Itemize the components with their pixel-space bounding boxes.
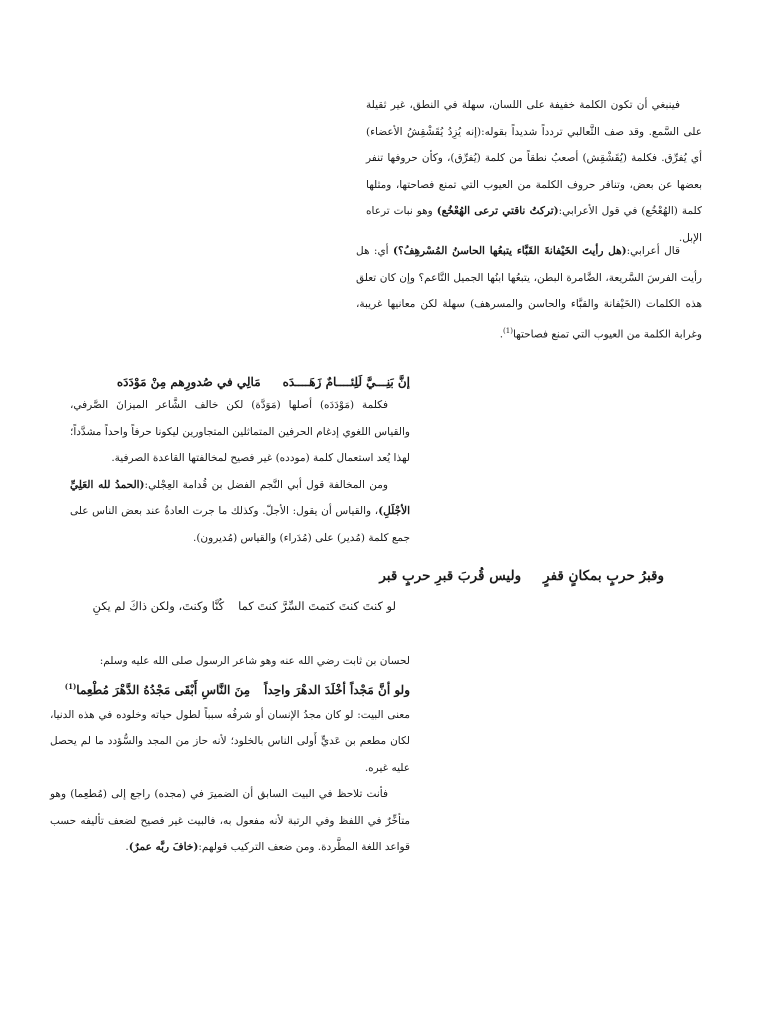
paragraph-text: ، والقياس أن يقول: الأجلّ. وكذلك ما جرت العادةُ عند بعض الناس على جمع كلمة (مُدير) على (مُدَراء) والقياس (مُديرون). bbox=[70, 505, 410, 544]
verse-second-hemistich: مِنَ النَّاسِ أَبْقَى مَجْدُهُ الدَّهْرَ مُطْعِما bbox=[76, 682, 251, 697]
faint-text-fragment bbox=[200, 631, 280, 635]
verse-line bbox=[379, 566, 664, 586]
bold-quote: (هل رأيتَ الخَيْفانةَ القَبَّاء يتبعُها الحاسنُ المُسْرهِفُ؟) bbox=[393, 245, 627, 257]
paragraph-word-order: لحسان بن ثابت رضي الله عنه وهو شاعر الرسول صلى الله عليه وسلم: ولو أنَّ مَجْداً أخْلَدَ الدهْرَ واحِداًمِنَ النَّاسِ أَبْقَى مَجْدُهُ الدَّهْرَ مُطْعِما$^{(1)}$ معنى البيت: لو كان مجدُ الإنسان أو شرفُه سبباً لطول حياته وخلوده في هذه الدنيا، لكان مطعم بن عَديٍّ أَولى الناس بالخلود؛ لأنه حاز من المجد والسُّؤدد ما لم يحصل عليه غيره. فأنت تلاحظ في البيت السابق أن الضميرَ في (مجده) راجع إلى (مُطعِما) وهو متأخِّرٌ في اللفظ وفي الرتبة لأنه مفعول به، فالبيت غير فصيح لضعف تأليفه حسب قواعد اللغة المطَّردة. ومن ضعف التركيب قولهم:(خافَ ربَّه عمرٌ). bbox=[50, 648, 410, 861]
footnote-marker: (1) bbox=[64, 681, 77, 691]
footnote-marker: (1) bbox=[503, 326, 513, 335]
verse-second-hemistich: كُنَّا وكنتَ، ولكن ذاكَ لم يكنِ bbox=[92, 599, 225, 613]
verse-first-hemistich: وقبرُ حربٍ بمكانٍ قفرٍ bbox=[543, 568, 664, 584]
paragraph-text: قال أعرابي: bbox=[626, 245, 680, 257]
verse-second-hemistich: وليس قُربَ قبرِ حربٍ قبر bbox=[379, 568, 522, 584]
bold-quote: (الحمدُ لله العَلِيِّ الأجْلَلِ) bbox=[70, 478, 410, 517]
verse-line bbox=[116, 372, 410, 392]
verse-first-hemistich: إنَّ بَنِـــيَّ لَلِئــــامٌ زَهَــــدَه bbox=[282, 375, 410, 389]
paragraph-text: معنى البيت: لو كان مجدُ الإنسان أو شرفُه سبباً لطول حياته وخلوده في هذه الدنيا، لكان مطعم بن عَديٍّ أَولى الناس بالخلود؛ لأنه حاز من المجد والسُّؤدد ما لم يحصل عليه غيره. bbox=[50, 708, 410, 774]
paragraph-text: فكلمة (مَوْدَدَه) أصلها (مَوَدَّة) لكن خالف الشَّاعر الميزانَ الصَّرفي، والقياس اللغوي إدغام الحرفين المتماثلين المتجاورين ليكونا حرفاً واحداً مشدَّداً؛ لهذا يُعد استعمال كلمة (مودده) غير فصيح لمخالفتها القاعدة الصرفية. bbox=[70, 399, 410, 464]
verse-first-hemistich: ولو أنَّ مَجْداً أخْلَدَ الدهْرَ واحِداً bbox=[264, 682, 410, 697]
bold-quote: (تركتُ ناقتي ترعى الهُعْخُع) bbox=[436, 205, 559, 217]
verse-line bbox=[92, 596, 396, 616]
paragraph-text: فينبغي أن تكون الكلمة خفيفة على اللسان، سهلة في النطق، غير ثقيلة على السَّمع. وقد صف الثَّعالبي تردداً شديداً بقوله:(إنه يُزِدُ يُقَشْقِشُ الأعضاء) أي يُفرِّق. فكلمة (يُقَشْقِش) أصعبُ نطقاً من كلمة (يُفرِّق)، وكأن حروفها تنفر بعضها عن بعض، وتنافر حروف الكلمة من العيوب التي تمنع فصاحتها، ومثلها كلمة (الهُعْخُع) في قول الأعرابي: bbox=[366, 99, 702, 217]
paragraph-text: فأنت تلاحظ في البيت السابق أن الضميرَ في (مجده) راجع إلى (مُطعِما) وهو متأخِّرٌ في اللفظ وفي الرتبة لأنه مفعول به، فالبيت غير فصيح لضعف تأليفه حسب قواعد اللغة المطَّردة. ومن ضعف التركيب قولهم: bbox=[50, 788, 410, 853]
paragraph-text: أي: هل رأيت الفرسَ السَّريعة، الضَّامرة البطن، يتبعُها ابنُها الجميل النَّاعم؟ وإن كان تعلق هذه الكلمات (الخَيْفانة والقبَّاء والحاسن والمسرهف) سهلة لكن معانيها غريبة، وغرابة الكلمة من العيوب التي تمنع فصاحتها bbox=[356, 245, 702, 340]
paragraph-morphology bbox=[70, 392, 410, 551]
paragraph-strange-words: قال أعرابي:(هل رأيتَ الخَيْفانةَ القَبَّاء يتبعُها الحاسنُ المُسْرهِفُ؟) أي: هل رأيت الفرسَ السَّريعة، الضَّامرة البطن، يتبعُها ابنُها الجميل النَّاعم؟ وإن كان تعلق هذه الكلمات (الخَيْفانة والقبَّاء والحاسن والمسرهف) سهلة لكن معانيها غريبة، وغرابة الكلمة من العيوب التي تمنع فصاحتها$^{(1)}$. bbox=[356, 245, 702, 340]
bold-quote: (خافَ ربَّه عمرٌ) bbox=[128, 841, 199, 853]
verse-second-hemistich: مَالِي في صُدورِهم مِنْ مَوْدَدَه bbox=[116, 375, 261, 389]
verse-first-hemistich: لو كنتَ كنتَ كتمتَ السِّرَّ كنتَ كما bbox=[238, 599, 396, 613]
paragraph-text: وهو نبات ترعاه الإبل. bbox=[366, 205, 702, 244]
paragraph-text: ومن المخالفة قول أبي النَّجم الفضل بن قُدامة العِجْلي: bbox=[144, 478, 388, 491]
verse-line bbox=[50, 675, 410, 702]
paragraph-letter-harmony bbox=[366, 92, 702, 251]
verse-intro: لحسان بن ثابت رضي الله عنه وهو شاعر الرسول صلى الله عليه وسلم: bbox=[99, 655, 410, 667]
